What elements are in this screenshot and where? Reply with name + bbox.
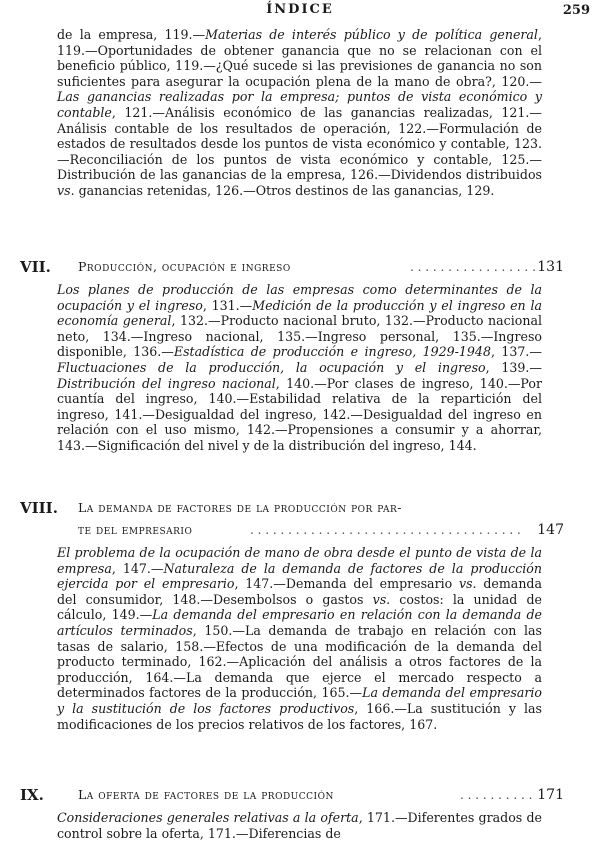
chapter-page: 131 xyxy=(537,259,564,275)
toc-entry-text: Los planes de producción de las empresas como determinantes de la ocupación y el ingreso, 131.—Medición de la producción y el ingreso en la economía general, 132.—Producto nacional bruto, 132.—Producto nacional neto, 134.—Ingreso nacional, 135.—Ingreso personal, 135.—Ingreso disponible, 136.—Estadística de producción e ingreso, 1929-1948, 137.—Fluctuaciones de la producción, la ocupación y el ingreso, 139.—Distribución del ingreso nacional, 140.—Por clases de ingreso, 140.—Por cuantía del ingreso, 140.—Estabilidad relativa de la repartición del ingreso, 141.—Desigualdad del ingreso, 142.—Desigualdad del ingreso en relación con el uso mismo, 142.—Propensiones a consumir y a ahorrar, 143.—Significación del nivel y de la distribución del ingreso, 144. xyxy=(57,282,543,453)
chapter-page: 171 xyxy=(537,787,564,803)
toc-entry-text: El problema de la ocupación de mano de obra desde el punto de vista de la empresa, 147.—Naturaleza de la demanda de factores de la producción ejercida por el empresario, 147.—Demanda del empresario vs. demanda del consumidor, 148.—Desembolsos o gastos vs. costos: la unidad de cálculo, 149.—La demanda del empresario en relación con la demanda de artículos terminados, 150.—La demanda de trabajo en relación con las tasas de salario, 158.—Efectos de una modificación de la demanda del producto terminado, 162.—Aplicación del análisis a otros factores de la producción, 164.—La demanda que ejerce el mercado respecto a determinados factores de la producción, 165.—La demanda del empresario y la sustitución de los factores productivos, 166.—La sustitución y las modificaciones de los precios relativos de los factores, 167. xyxy=(57,545,542,732)
chapter-page: 147 xyxy=(537,522,564,538)
page-number: 259 xyxy=(562,3,590,18)
leader-dots: . . . . . . . . . . xyxy=(460,788,533,802)
toc-entry-text: de la empresa, 119.—Materias de interés público y de política general, 119.—Oportunidades de obtener ganancia que no se relacionan con el beneficio público, 119.—¿Qué sucede si las previsiones de ganancia no son suficientes para asegurar la ocupación plena de la mano de obra?, 120.—Las ganancias realizadas por la empresa; puntos de vista económico y contable, 121.—Análisis económico de las ganancias realizadas, 121.—Análisis contable de los resultados de operación, 122.—Formulación de estados de resultados desde los puntos de vista económico y contable, 123.—Reconciliación de los puntos de vista económico y contable, 125.—Distribución de las ganancias de la empresa, 126.—Dividendos distribuidos vs. ganancias retenidas, 126.—Otros destinos de las ganancias, 129. xyxy=(57,27,542,198)
chapter-number: VII. xyxy=(20,258,51,276)
toc-entry-text: Consideraciones generales relativas a la oferta, 171.—Diferentes grados de control sobre la oferta, 171.—Diferencias de xyxy=(57,810,542,841)
chapter-title: La demanda de factores de la producción por par- xyxy=(78,500,402,515)
leader-dots: . . . . . . . . . . . . . . . . . xyxy=(410,260,536,274)
running-title: ÍNDICE xyxy=(266,2,334,17)
chapter-title: La oferta de factores de la producción xyxy=(78,787,334,802)
chapter-title-cont: te del empresario xyxy=(78,522,193,537)
chapter-number: VIII. xyxy=(20,499,58,517)
chapter-number: IX. xyxy=(20,786,44,804)
page-header xyxy=(0,0,600,22)
chapter-title: Producción, ocupación e ingreso xyxy=(78,259,291,274)
leader-dots: . . . . . . . . . . . . . . . . . . . . . . . . . . . . . . . . . . . . xyxy=(250,523,521,537)
